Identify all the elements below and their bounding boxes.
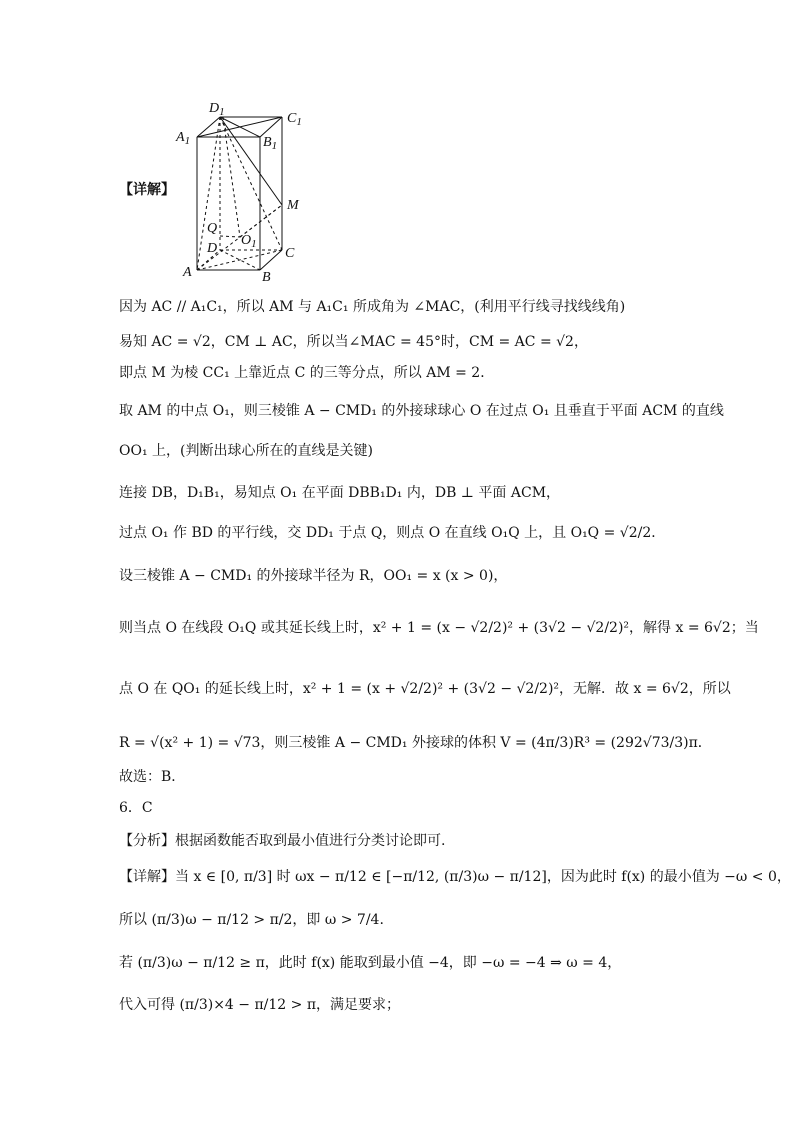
- text-line-1: 因为 AC // A₁C₁，所以 AM 与 A₁C₁ 所成角为 ∠MAC，(利用平行线寻找线线角): [119, 299, 626, 315]
- label-Q: Q: [207, 221, 218, 236]
- text-line-2: 易知 AC = √2，CM ⊥ AC，所以当∠MAC = 45°时，CM = AC = √2，: [119, 334, 588, 350]
- label-D: D: [207, 241, 218, 256]
- text-line-7: 过点 O₁ 作 BD 的平行线，交 DD₁ 于点 Q，则点 O 在直线 O₁Q 上，且 O₁Q = √2/2．: [119, 525, 666, 541]
- label-M: M: [287, 198, 299, 213]
- label-C1: $C_1$: [287, 111, 302, 128]
- detail-label: 【详解】: [119, 182, 175, 198]
- label-C: C: [285, 246, 295, 261]
- text-line-18: 代入可得 (π/3)×4 − π/12 > π，满足要求；: [119, 997, 401, 1013]
- text-line-10: 点 O 在 QO₁ 的延长线上时，x² + 1 = (x + √2/2)² + (3√2 − √2/2)²，无解．故 x = 6√2，所以: [119, 681, 731, 697]
- prism-figure: [0, 0, 794, 300]
- label-D1: $D_1$: [209, 101, 225, 118]
- text-line-4: 取 AM 的中点 O₁，则三棱锥 A − CMD₁ 的外接球球心 O 在过点 O₁ 且垂直于平面 ACM 的直线: [119, 403, 724, 419]
- label-B1: $B_1$: [263, 135, 278, 152]
- label-A1: $A_1$: [176, 130, 191, 147]
- text-line-5: OO₁ 上，(判断出球心所在的直线是关键): [119, 443, 373, 459]
- text-line-14: 【分析】根据函数能否取到最小值进行分类讨论即可.: [119, 833, 446, 849]
- text-line-6: 连接 DB，D₁B₁，易知点 O₁ 在平面 DBB₁D₁ 内，DB ⊥ 平面 ACM，: [119, 485, 561, 501]
- text-line-8: 设三棱锥 A − CMD₁ 的外接球半径为 R，OO₁ = x (x > 0)，: [119, 568, 508, 584]
- text-line-12: 故选：B．: [119, 769, 186, 785]
- text-line-9: 则当点 O 在线段 O₁Q 或其延长线上时，x² + 1 = (x − √2/2)² + (3√2 − √2/2)²，解得 x = 6√2；当: [119, 620, 759, 636]
- label-B: B: [262, 270, 271, 285]
- text-line-13: 6．C: [119, 800, 153, 816]
- text-line-11: R = √(x² + 1) = √73，则三棱锥 A − CMD₁ 外接球的体积 V = (4π/3)R³ = (292√73/3)π．: [119, 735, 712, 751]
- text-line-16: 所以 (π/3)ω − π/12 > π/2，即 ω > 7/4.: [119, 912, 384, 928]
- text-line-17: 若 (π/3)ω − π/12 ≥ π，此时 f(x) 能取到最小值 −4，即 −ω = −4 ⇒ ω = 4，: [119, 955, 622, 971]
- text-line-15: 【详解】当 x ∈ [0, π/3] 时 ωx − π/12 ∈ [−π/12, (π/3)ω − π/12]，因为此时 f(x) 的最小值为 −ω < 0，: [119, 869, 791, 885]
- label-O1: $O_1$: [241, 233, 257, 250]
- label-A: A: [183, 265, 192, 280]
- text-line-3: 即点 M 为棱 CC₁ 上靠近点 C 的三等分点，所以 AM = 2．: [119, 365, 495, 381]
